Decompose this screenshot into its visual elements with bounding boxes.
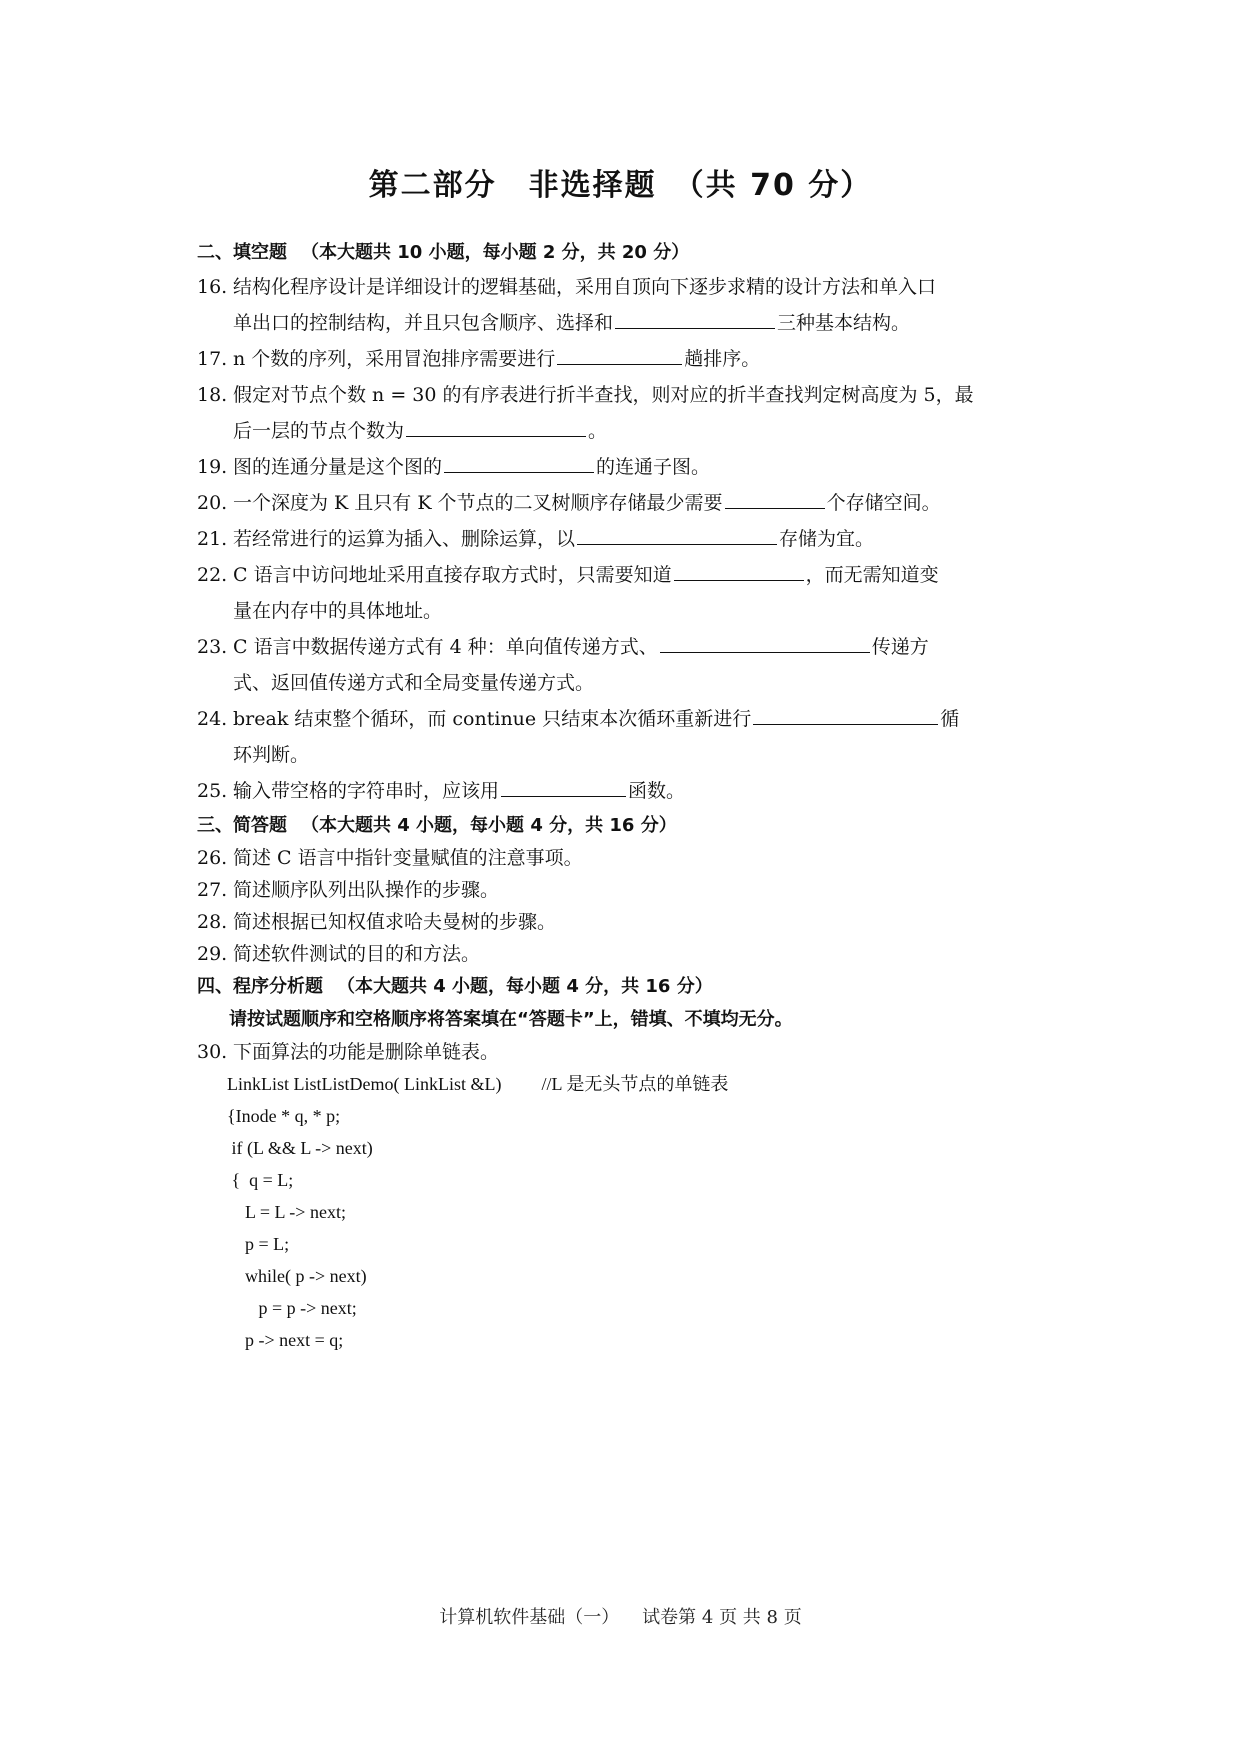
question-text-line [233,449,1047,485]
question-25 [197,773,1047,809]
question-text: 输入带空格的字符串时，应该用 [233,780,500,802]
question-text: 的连通子图。 [596,456,711,478]
question-21 [197,521,1047,557]
answer-blank [660,632,870,653]
question-16 [197,269,1047,341]
answer-blank [557,344,682,365]
question-text: 若经常进行的运算为插入、删除运算，以 [233,528,576,550]
answer-blank [501,776,626,797]
question-number: 21. [197,528,228,550]
section-short-answer-heading [197,809,1047,842]
code-line: { q = L; [227,1170,294,1190]
question-text: 函数。 [628,780,686,802]
answer-blank [444,452,594,473]
question-text: C 语言中数据传递方式有 4 种：单向值传递方式、 [233,636,658,658]
question-number: 26. [197,847,228,869]
question-text: 单出口的控制结构，并且只包含顺序、选择和 [233,312,614,334]
question-number: 22. [197,564,228,586]
code-line [227,1068,1047,1100]
question-text-line: 量在内存中的具体地址。 [233,600,443,622]
question-20 [197,485,1047,521]
answer-blank [615,308,775,329]
question-text: 。 [588,420,608,442]
question-number: 29. [197,943,228,965]
question-17 [197,341,1047,377]
question-number: 23. [197,636,228,658]
question-number: 17. [197,348,228,370]
section-title: 三、简答题 [197,815,287,836]
question-number: 19. [197,456,228,478]
question-22 [197,557,1047,629]
question-number: 25. [197,780,228,802]
question-30 [197,1036,1047,1068]
question-number: 30. [197,1041,228,1063]
section-instruction: 请按试题顺序和空格顺序将答案填在“答题卡”上，错填、不填均无分。 [229,1009,793,1030]
section-program-analysis-heading [197,970,1047,1003]
question-text-line [233,557,1047,593]
question-24 [197,701,1047,773]
page-title: 第二部分 非选择题 （共 70 分） [368,168,873,203]
question-text-line [233,485,1047,521]
question-text: ，而无需知道变 [805,564,939,586]
question-text-line: 简述软件测试的目的和方法。 [233,943,481,965]
question-text-line: 式、返回值传递方式和全局变量传递方式。 [233,672,595,694]
question-text-line: 简述顺序队列出队操作的步骤。 [233,879,500,901]
question-text-line: 下面算法的功能是删除单链表。 [233,1041,500,1063]
code-line: while( p -> next) [227,1266,367,1286]
question-number: 27. [197,879,228,901]
question-text: 趟排序。 [684,348,761,370]
answer-blank [674,560,804,581]
question-text: n 个数的序列，采用冒泡排序需要进行 [233,348,556,370]
answer-blank [406,416,586,437]
question-text-line: 简述根据已知权值求哈夫曼树的步骤。 [233,911,557,933]
code-line: p = p -> next; [227,1298,357,1318]
section-fill-in-heading [197,236,1047,269]
answer-blank [577,524,777,545]
answer-blank [725,488,825,509]
question-text-line [233,341,1047,377]
code-line: L = L -> next; [227,1202,346,1222]
question-text: 传递方 [871,636,929,658]
question-text-line: 假定对节点个数 n = 30 的有序表进行折半查找，则对应的折半查找判定树高度为 5，最 [233,384,974,406]
section-title: 四、程序分析题 [197,976,323,997]
question-29 [197,938,1047,970]
page-footer: 计算机软件基础（一） 试卷第 4 页 共 8 页 [439,1607,802,1628]
code-line: p = L; [227,1234,290,1254]
section-note: （本大题共 10 小题，每小题 2 分，共 20 分） [301,242,690,263]
question-26 [197,842,1047,874]
question-text: 循 [940,708,960,730]
question-text-line [233,773,1047,809]
question-number: 24. [197,708,228,730]
exam-content [197,236,1047,1356]
code-comment: //L 是无头节点的单链表 [541,1074,729,1094]
question-text: 一个深度为 K 且只有 K 个节点的二叉树顺序存储最少需要 [233,492,723,514]
section-note: （本大题共 4 小题，每小题 4 分，共 16 分） [337,976,713,997]
question-23 [197,629,1047,701]
section-title: 二、填空题 [197,242,287,263]
question-text-line [233,413,1047,449]
question-number: 16. [197,276,228,298]
answer-blank [753,704,938,725]
question-number: 28. [197,911,228,933]
question-27 [197,874,1047,906]
question-18 [197,377,1047,449]
code-block [197,1068,1047,1356]
question-text: 后一层的节点个数为 [233,420,405,442]
question-text-line [233,521,1047,557]
question-number: 18. [197,384,228,406]
question-text: break 结束整个循环，而 continue 只结束本次循环重新进行 [233,708,752,730]
question-text: C 语言中访问地址采用直接存取方式时，只需要知道 [233,564,672,586]
code-line: p -> next = q; [227,1330,344,1350]
code-line: if (L && L -> next) [227,1138,373,1158]
code-text: LinkList ListListDemo( LinkList &L) [227,1074,502,1094]
question-text: 存储为宜。 [779,528,875,550]
question-text-line [233,305,1047,341]
question-28 [197,906,1047,938]
question-number: 20. [197,492,228,514]
question-text-line: 结构化程序设计是详细设计的逻辑基础，采用自顶向下逐步求精的设计方法和单入口 [233,276,937,298]
question-text-line [233,629,1047,665]
question-text-line: 简述 C 语言中指针变量赋值的注意事项。 [233,847,583,869]
question-text: 三种基本结构。 [777,312,911,334]
section-note: （本大题共 4 小题，每小题 4 分，共 16 分） [301,815,677,836]
question-text-line [233,701,1047,737]
question-text: 个存储空间。 [826,492,941,514]
question-text-line: 环判断。 [233,744,310,766]
question-19 [197,449,1047,485]
question-text: 图的连通分量是这个图的 [233,456,443,478]
code-line: {Inode * q, * p; [227,1106,341,1126]
